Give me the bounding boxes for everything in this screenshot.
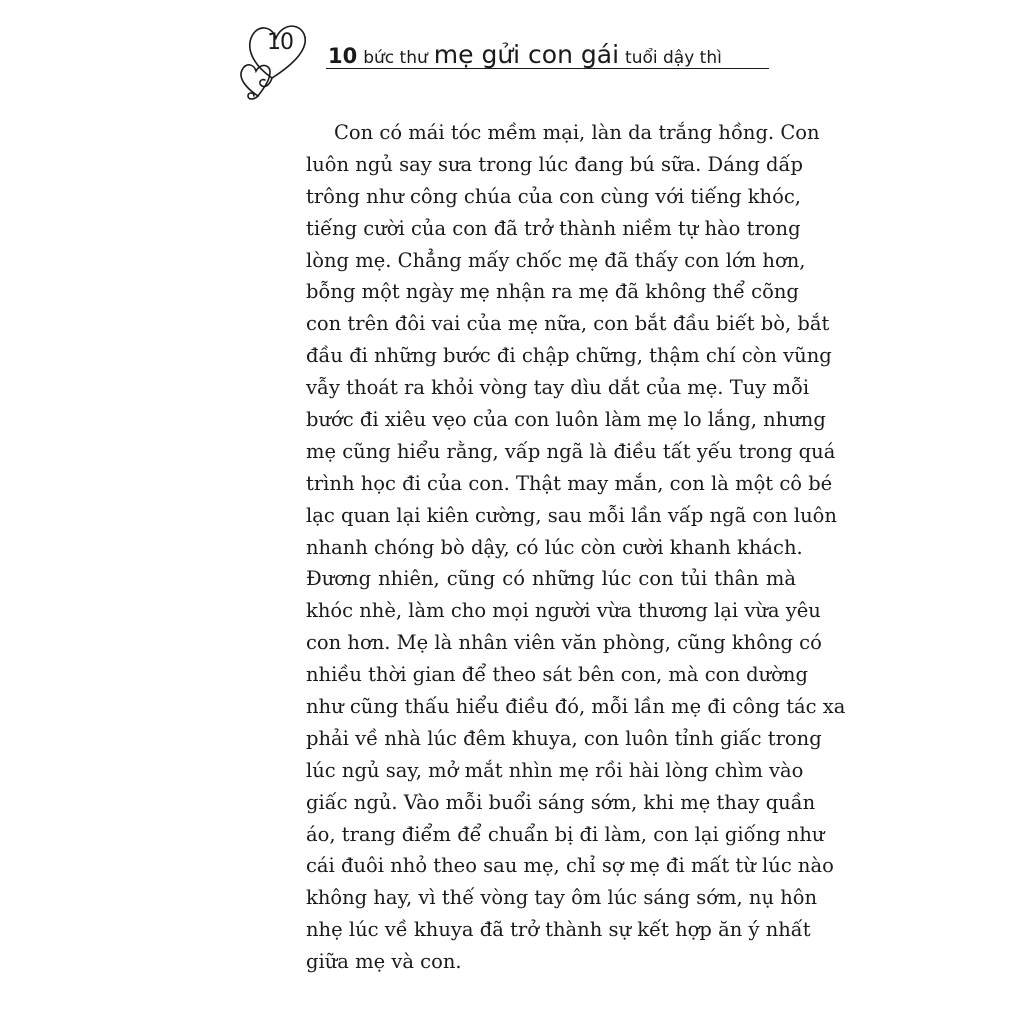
running-head-part1: bức thư (363, 48, 428, 68)
hearts-ornament-icon (232, 16, 312, 102)
text-line: luôn ngủ say sưa trong lúc đang bú sữa. Dáng dấp (306, 152, 803, 176)
text-line: phải về nhà lúc đêm khuya, con luôn tỉnh giấc trong (306, 726, 822, 750)
body-paragraph (306, 117, 846, 978)
text-line: mẹ cũng hiểu rằng, vấp ngã là điều tất yếu trong quá (306, 439, 836, 463)
text-line: giấc ngủ. Vào mỗi buổi sáng sớm, khi mẹ thay quần (306, 790, 816, 814)
page-number: 10 (267, 30, 293, 55)
text-line: trình học đi của con. Thật may mắn, con là một cô bé (306, 471, 833, 495)
running-head-part2: mẹ gửi con gái (433, 40, 620, 69)
running-head-part3: tuổi dậy thì (625, 48, 722, 68)
text-line: nhẹ lúc về khuya đã trở thành sự kết hợp ăn ý nhất (306, 918, 811, 942)
text-line: lòng mẹ. Chẳng mấy chốc mẹ đã thấy con lớn hơn, (306, 248, 806, 272)
text-line: lúc ngủ say, mở mắt nhìn mẹ rồi hài lòng chìm vào (306, 758, 804, 782)
text-line: con hơn. Mẹ là nhân viên văn phòng, cũng không có (306, 631, 822, 655)
text-line: Đương nhiên, cũng có những lúc con tủi thân mà (306, 567, 796, 591)
text-line: giữa mẹ và con. (306, 950, 462, 974)
text-line: Con có mái tóc mềm mại, làn da trắng hồng. Con (334, 121, 820, 144)
running-head-number: 10 (328, 44, 358, 68)
text-line: trông như công chúa của con cùng với tiếng khóc, (306, 184, 801, 208)
text-line: vẫy thoát ra khỏi vòng tay dìu dắt của mẹ. Tuy mỗi (306, 376, 810, 400)
text-line: lạc quan lại kiên cường, sau mỗi lần vấp ngã con luôn (306, 503, 837, 527)
text-line: tiếng cười của con đã trở thành niềm tự hào trong (306, 216, 801, 240)
text-line: nhiều thời gian để theo sát bên con, mà con dường (306, 663, 808, 687)
text-line: bỗng một ngày mẹ nhận ra mẹ đã không thể cõng (306, 280, 799, 304)
text-line: không hay, vì thế vòng tay ôm lúc sáng sớm, nụ hôn (306, 886, 818, 910)
text-line: nhanh chóng bò dậy, có lúc còn cười khanh khách. (306, 535, 803, 559)
text-line: con trên đôi vai của mẹ nữa, con bắt đầu biết bò, bắt (306, 312, 830, 336)
text-line: như cũng thấu hiểu điều đó, mỗi lần mẹ đi công tác xa (306, 695, 846, 719)
running-head (328, 40, 722, 70)
text-line: đầu đi những bước đi chập chững, thậm chí còn vũng (306, 344, 832, 368)
text-line: khóc nhè, làm cho mọi người vừa thương lại vừa yêu (306, 599, 821, 623)
text-line: cái đuôi nhỏ theo sau mẹ, chỉ sợ mẹ đi mất từ lúc nào (306, 854, 834, 878)
header-rule (326, 68, 769, 69)
text-line: áo, trang điểm để chuẩn bị đi làm, con lại giống như (306, 822, 825, 846)
text-line: bước đi xiêu vẹo của con luôn làm mẹ lo lắng, nhưng (306, 408, 826, 432)
